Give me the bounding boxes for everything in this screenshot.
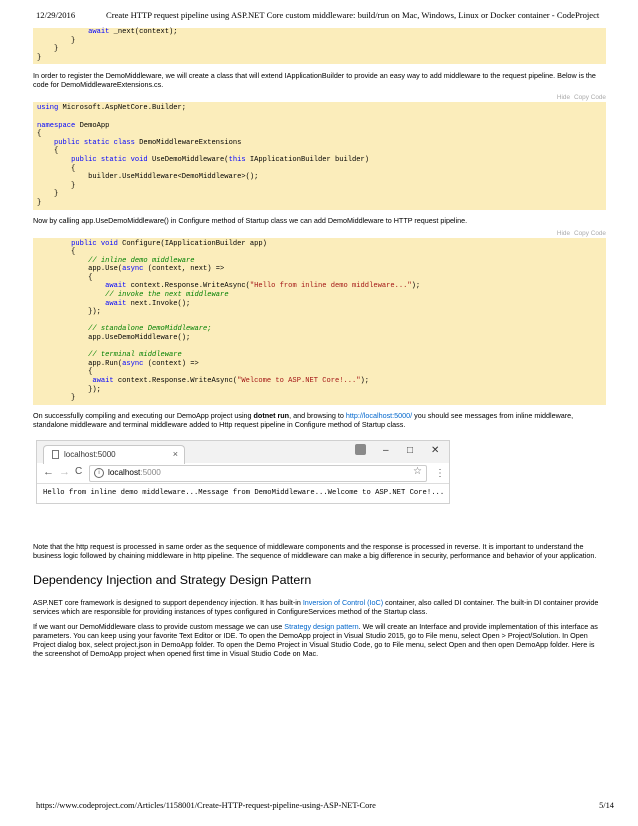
back-icon[interactable]: ← — [43, 465, 54, 478]
close-tab-icon[interactable]: × — [172, 448, 178, 459]
strategy-pattern-link[interactable]: Strategy design pattern — [284, 621, 359, 631]
paragraph-note: Note that the http request is processed in same order as the sequence of middleware components and the response is processed in reverse. It is important to understand the business logic followed by chaining middleware in http pipeline. The sequence of middleware can make a big difference in security, performance and behavior of your application. — [33, 541, 597, 560]
print-url: https://www.codeproject.com/Articles/1158001/Create-HTTP-request-pipeline-using-ASP-NET-Core — [36, 801, 376, 810]
hide-code-link[interactable]: Hide — [556, 229, 571, 237]
code-block-extensions: using Microsoft.AspNetCore.Builder; namespace DemoApp { public static class DemoMiddlewareExtensions { public static void UseDemoMiddleware(this IApplicationBuilder builder) { builder.UseMiddleware<DemoMiddleware>(); } } } — [33, 102, 606, 209]
section-heading-di: Dependency Injection and Strategy Design Pattern — [33, 572, 312, 587]
forward-icon[interactable]: → — [59, 465, 70, 478]
url-port: :5000 — [140, 467, 161, 477]
print-title: Create HTTP request pipeline using ASP.NET Core custom middleware: build/run on Mac, Windows, Linux or Docker container - CodeProject — [106, 10, 600, 20]
code-toolbar — [33, 93, 606, 102]
code-block-configure: public void Configure(IApplicationBuilder app) { // inline demo middleware app.Use(async (context, next) => { await context.Response.WriteAsync("Hello from inline demo middleware..."); // invoke the next middleware await next.Invoke(); }); // standalone DemoMiddleware; app.UseDemoMiddleware(); // terminal middleware app.Run(async (context) => { await context.Response.WriteAsync("Welcome to ASP.NET Core!..."); }); } — [33, 238, 606, 405]
url-host: localhost — [108, 467, 141, 477]
maximize-icon[interactable]: □ — [407, 444, 414, 456]
address-bar[interactable] — [89, 465, 427, 482]
paragraph-register: In order to register the DemoMiddleware, we will create a class that will extend IApplicationBuilder to provide an easy way to add middleware to the request pipeline. Below is the code for DemoMiddlewareExtensions.cs. — [33, 71, 596, 90]
code-toolbar — [33, 229, 606, 238]
code-line: } — [37, 53, 42, 62]
reload-icon[interactable]: C — [75, 465, 83, 477]
code-line: } — [37, 45, 59, 54]
command-dotnet-run: dotnet run — [253, 410, 290, 420]
code-block-middleware-end — [33, 28, 606, 64]
bookmark-star-icon[interactable]: ☆ — [413, 465, 422, 477]
print-date: 12/29/2016 — [36, 10, 76, 20]
paragraph-di: ASP.NET core framework is designed to support dependency injection. It has built-in Inversion of Control (IoC) container, also called DI container. The built-in DI container provide services which are responsible for providing instances of types configured in ConfigureServices method of the Startup class. — [33, 597, 599, 616]
browser-screenshot — [36, 440, 450, 504]
browser-toolbar — [37, 463, 449, 484]
copy-code-link[interactable]: Copy Code — [574, 229, 606, 237]
localhost-link[interactable]: http://localhost:5000/ — [345, 410, 413, 420]
code-line: _next(context); — [109, 28, 178, 36]
paragraph-compile: On successfully compiling and executing our DemoApp project using dotnet run, and browsing to http://localhost:5000/ you should see messages from inline middleware, standalone middleware and terminal middleware added to Http request pipeline in Configure method of Startup class. — [33, 410, 574, 429]
browser-viewport — [37, 484, 449, 503]
paragraph-strategy: If we want our DemoMiddleware class to provide custom message we can use Strategy design pattern. We will create an Interface and provide implementation of this interface as parameters. You can keep using your favorite Text Editor or IDE. To open the DemoApp project in Visual Studio 2015, go to File menu, select Open > Project/Solution. In Open Project dialog box, select project.json in DemoApp folder. To open the Demo Project in Visual Studio Code, go to File menu, select Open and then open DemoApp folder. Here is the screenshot of DemoApp project when opened first time in Visual Studio Code on Mac. — [33, 621, 598, 658]
page-number: 5/14 — [599, 801, 614, 810]
code-line: } — [37, 36, 76, 45]
browser-tabstrip — [37, 441, 449, 463]
browser-menu-icon[interactable]: ⋮ — [435, 467, 445, 479]
close-window-icon[interactable]: ✕ — [431, 444, 440, 456]
copy-code-link[interactable]: Copy Code — [574, 94, 606, 102]
browser-tab[interactable] — [43, 445, 185, 464]
page-output-text: Hello from inline demo middleware...Message from DemoMiddleware...Welcome to ASP.NET Core!... — [43, 488, 445, 497]
hide-code-link[interactable]: Hide — [556, 94, 571, 102]
minimize-icon[interactable]: – — [383, 444, 389, 456]
profile-icon[interactable] — [355, 444, 366, 455]
ioc-link[interactable]: Inversion of Control (IoC) — [302, 597, 384, 607]
info-icon[interactable]: i — [94, 468, 104, 478]
page-icon — [52, 450, 59, 459]
browser-tab-title: localhost:5000 — [64, 449, 116, 459]
code-line: await — [37, 28, 110, 36]
paragraph-calling: Now by calling app.UseDemoMiddleware() in Configure method of Startup class we can add DemoMiddleware to HTTP request pipeline. — [33, 215, 468, 225]
article-content — [33, 28, 606, 658]
